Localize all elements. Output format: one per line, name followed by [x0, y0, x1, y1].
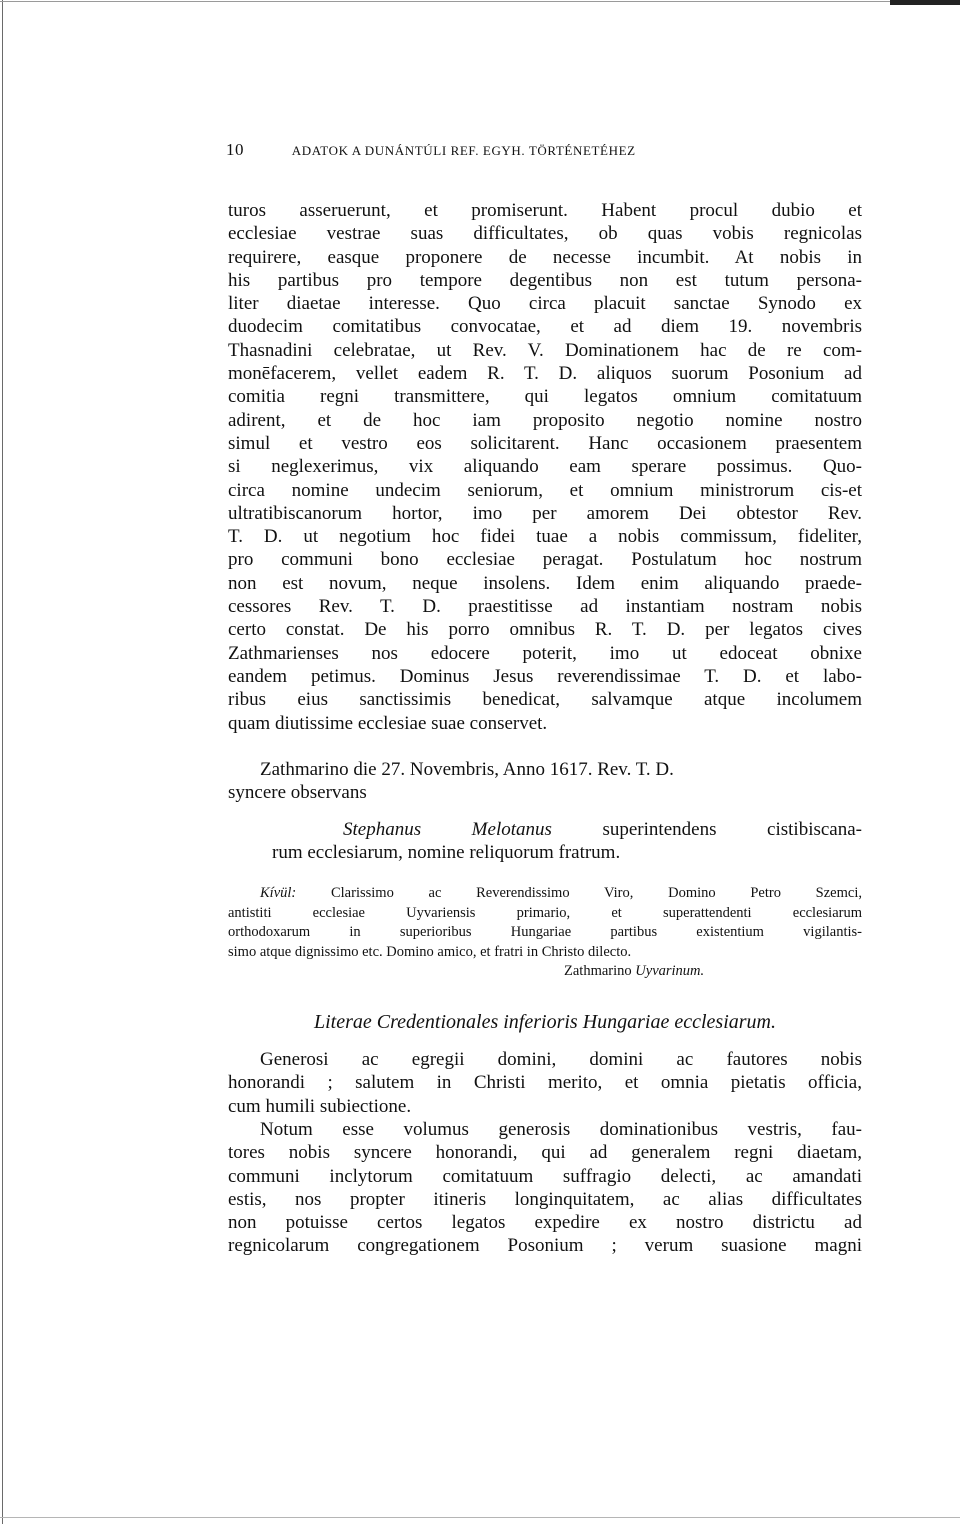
text-line: Notum esse volumus generosis dominationibus vestris, fau- [260, 1119, 862, 1140]
text-line: cum humili subiectione. [228, 1095, 412, 1117]
text-line: liter diaetae interesse. Quo circa placuit sanctae Synodo ex [228, 293, 862, 315]
address-line: antistiti ecclesiae Uyvariensis primario, et superattendenti ecclesiarum [228, 904, 862, 921]
section-heading: Literae Credentionales inferioris Hungariae ecclesiarum. [314, 1011, 776, 1033]
text-line: ecclesiae vestrae suas difficultates, ob quas vobis regnicolas [228, 223, 862, 245]
text-line: Zathmarienses nos edocere poterit, imo ut edoceat obnixe [228, 642, 862, 664]
text-line: eandem petimus. Dominus Jesus reverendissimae T. D. et labo- [228, 665, 862, 687]
page-number: 10 [226, 140, 244, 159]
text-line: ultratibiscanorum hortor, imo per amorem Dei obtestor Rev. [228, 502, 862, 524]
text-line: non est novum, neque insolens. Idem enim aliquando praede- [228, 572, 862, 594]
text-line: si neglexerimus, vix aliquando eam sperare possimus. Quo- [228, 456, 862, 478]
signatory-name: Stephanus Melotanus [343, 819, 552, 840]
text-line: simul et vestro eos solicitarent. Hanc occasionem praesentem [228, 432, 862, 454]
address-place: Zathmarino Uyvarinum. [564, 963, 705, 979]
paragraph [228, 1118, 862, 1258]
text-line: communi inclytorum comitatuum suffragio delecti, ac amandati [228, 1165, 862, 1187]
dateline [228, 758, 862, 805]
text-line: tores nobis syncere honorandi, qui ad generalem regni diaetam, [228, 1142, 862, 1164]
scan-edge-corner [890, 0, 960, 5]
running-head-title: ADATOK A DUNÁNTÚLI REF. EGYH. TÖRTÉNETÉHEZ [291, 143, 636, 158]
text-line: non potuisse certos legatos expedire ex nostro districtu ad [228, 1212, 862, 1234]
text-line: turos asseruerunt, et promiserunt. Habent procul dubio et [228, 200, 862, 221]
letter-body [228, 199, 862, 735]
text-line: duodecim comitatibus convocatae, et ad diem 19. novembris [228, 316, 862, 338]
signature-line [228, 818, 862, 841]
text-line: Generosi ac egregii domini, domini ac fautores nobis [260, 1049, 862, 1070]
address-line: Kívül: Clarissimo ac Reverendissimo Viro, Domino Petro Szemci, [260, 885, 862, 901]
text-line: honorandi ; salutem in Christi merito, et omnia pietatis officia, [228, 1072, 862, 1094]
text-line: ribus eius sanctissimis benedicat, salvamque atque incolumem [228, 689, 862, 711]
text-line: quam diutissime ecclesiae suae conservet. [228, 712, 548, 734]
text-line: adirent, et de hoc iam proposito negotio nomine nostro [228, 409, 862, 431]
address-line: orthodoxarum in superioribus Hungariae partibus existentium vigilantis- [228, 924, 862, 940]
text-line: certo constat. De his porro omnibus R. T. D. per legatos cives [228, 619, 862, 641]
running-head [226, 140, 866, 160]
text-line: T. D. ut negotium hoc fidei tuae a nobis commissum, fideliter, [228, 526, 862, 548]
text-line: comitia regni transmittere, qui legatos omnium comitatuum [228, 386, 862, 408]
dateline-line: Zathmarino die 27. Novembris, Anno 1617. Rev. T. D. [260, 759, 674, 780]
text-line: his partibus pro tempore degentibus non est tutum persona- [228, 269, 862, 291]
text-line: cessores Rev. T. D. praestitisse ad instantiam nostram nobis [228, 596, 862, 618]
scan-edge-bottom [0, 1517, 960, 1518]
text-line: Thasnadini celebratae, ut Rev. V. Dominationem hac de re com- [228, 339, 862, 361]
scan-edge-top [0, 1, 960, 2]
signature-block [228, 818, 862, 865]
signature-title: superintendens cistibiscana- [551, 819, 862, 840]
text-line: requirere, easque proponere de necesse incumbit. At nobis in [228, 246, 862, 268]
text-line: circa nomine undecim seniorum, et omnium ministrorum cis-et [228, 479, 862, 501]
address-label: Kívül: [260, 885, 297, 901]
text-line: regnicolarum congregationem Posonium ; verum suasione magni [228, 1235, 862, 1257]
text-line: estis, nos propter itineris longinquitatem, ac alias difficultates [228, 1188, 862, 1210]
address-block [228, 884, 862, 982]
text-line: pro communi bono ecclesiae peragat. Postulatum hoc nostrum [228, 549, 862, 571]
text-line: monēfacerem, vellet eadem R. T. D. aliquos suorum Posonium ad [228, 363, 862, 385]
dateline-line: syncere observans [228, 782, 367, 804]
signature-line: rum ecclesiarum, nomine reliquorum fratrum. [272, 842, 621, 864]
paragraph [228, 1048, 862, 1118]
scan-edge-left [2, 0, 3, 1524]
address-line: simo atque dignissimo etc. Domino amico, et fratri in Christo dilecto. [228, 943, 632, 960]
